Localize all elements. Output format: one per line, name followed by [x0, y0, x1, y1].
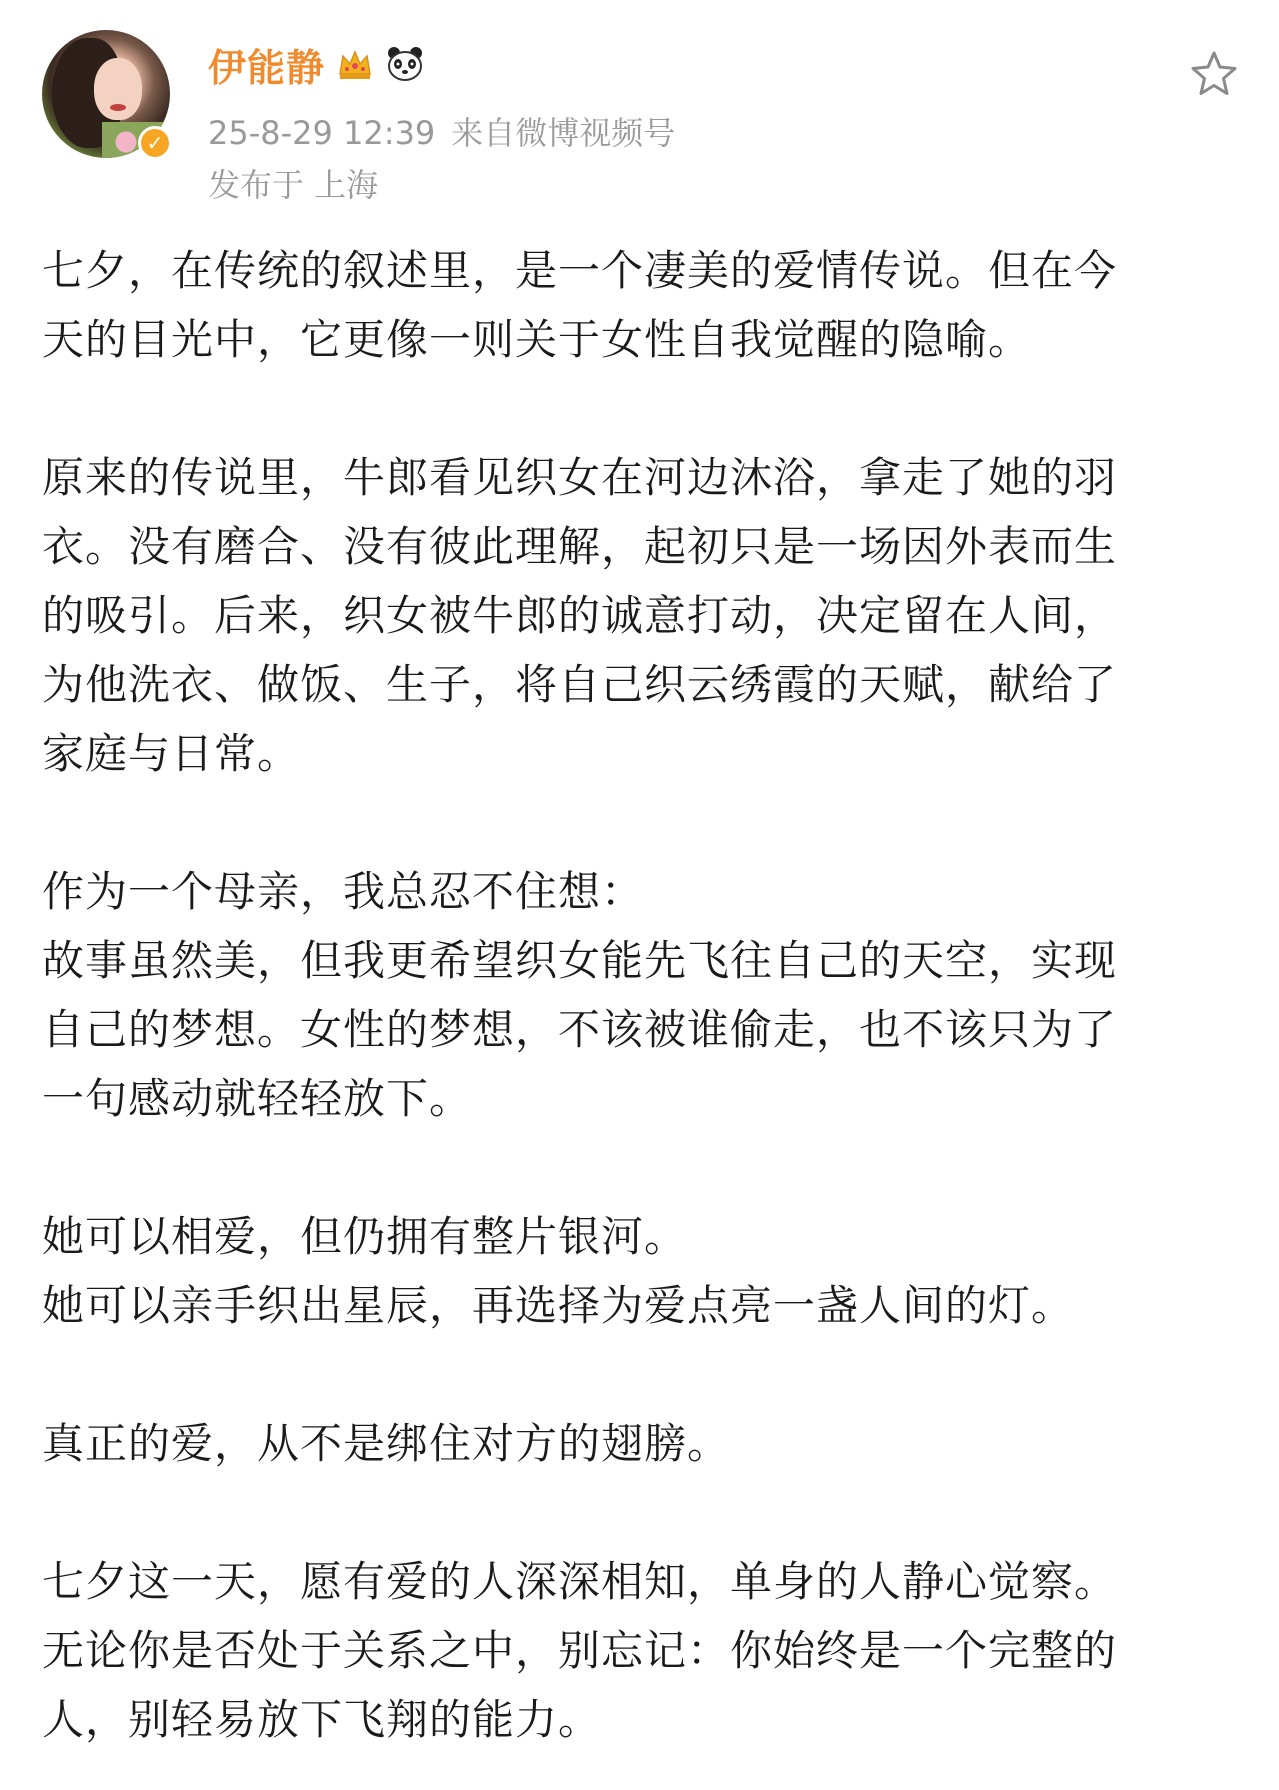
avatar[interactable]: [42, 30, 170, 158]
author-name[interactable]: 伊能静: [208, 45, 326, 90]
post-paragraph: [42, 1547, 1252, 1754]
post-text-line: 作为一个母亲，我总忍不住想：: [42, 867, 645, 916]
post-text-line: 无论你是否处于关系之中，别忘记：你始终是一个完整的: [42, 1626, 1118, 1675]
post-timestamp: 25-8-29 12:39: [208, 114, 436, 152]
post-meta: [208, 108, 675, 154]
author-row: [208, 38, 425, 90]
post-paragraph: [42, 443, 1252, 788]
post-text-line: 人，别轻易放下飞翔的能力。: [42, 1695, 602, 1744]
post-text-line: 自己的梦想。女性的梦想，不该被谁偷走，也不该只为了: [42, 1005, 1118, 1054]
post-paragraph: [42, 1409, 1252, 1478]
post-text-line: 为他洗衣、做饭、生子，将自己织云绣霞的天赋，献给了: [42, 660, 1118, 709]
post-content: [42, 236, 1252, 1754]
post-text-line: 衣。没有磨合、没有彼此理解，起初只是一场因外表而生: [42, 522, 1118, 571]
post-text-line: 她可以相爱，但仍拥有整片银河。: [42, 1212, 688, 1261]
post-text-line: 真正的爱，从不是绑住对方的翅膀。: [42, 1419, 731, 1468]
verified-badge-icon: ✓: [138, 126, 172, 160]
post-paragraph: [42, 236, 1252, 374]
crown-icon[interactable]: [335, 44, 375, 84]
post-text-line: 她可以亲手织出星辰，再选择为爱点亮一盏人间的灯。: [42, 1281, 1075, 1330]
post-source[interactable]: 微博视频号: [515, 114, 676, 152]
post-text-line: 原来的传说里，牛郎看见织女在河边沐浴，拿走了她的羽: [42, 453, 1118, 502]
post-paragraph: [42, 857, 1252, 1133]
post-text-line: 一句感动就轻轻放下。: [42, 1074, 473, 1123]
post-text-line: 七夕，在传统的叙述里，是一个凄美的爱情传说。但在今: [42, 246, 1118, 295]
post-text-line: 家庭与日常。: [42, 729, 301, 778]
post-text-line: 七夕这一天，愿有爱的人深深相知，单身的人静心觉察。: [42, 1557, 1118, 1606]
post-text-line: 的吸引。后来，织女被牛郎的诚意打动，决定留在人间，: [42, 591, 1118, 640]
post-paragraph: [42, 1202, 1252, 1340]
post-text-line: 故事虽然美，但我更希望织女能先飞往自己的天空，实现: [42, 936, 1118, 985]
panda-icon[interactable]: [385, 44, 425, 84]
post-text-line: 天的目光中，它更像一则关于女性自我觉醒的隐喻。: [42, 315, 1032, 364]
post-location: 发布于 上海: [208, 166, 379, 204]
source-prefix: 来自: [451, 114, 516, 152]
favorite-star-icon[interactable]: [1188, 48, 1240, 100]
